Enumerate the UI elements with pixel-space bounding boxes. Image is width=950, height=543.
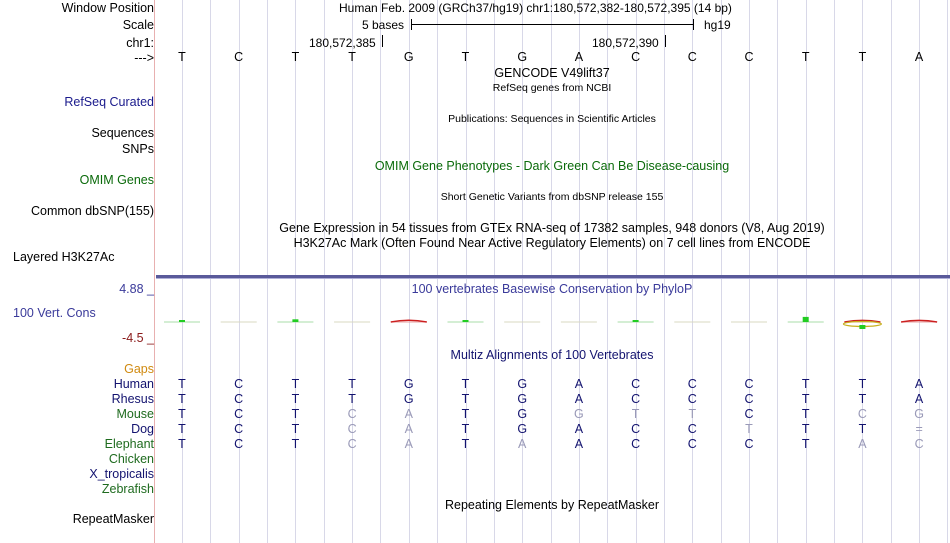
guide-line [352, 0, 353, 543]
coord-right-tick [665, 35, 666, 47]
reference-base: C [234, 50, 244, 64]
alignment-base: = [915, 422, 923, 436]
reference-base: A [914, 50, 924, 64]
alignment-base: A [574, 437, 584, 451]
alignment-base: T [801, 437, 810, 451]
species-label-chicken[interactable]: Chicken [108, 452, 154, 466]
alignment-base: C [687, 377, 697, 391]
alignment-base: C [744, 407, 754, 421]
phylop-score-mark [859, 325, 865, 329]
guide-line [664, 0, 665, 543]
species-label-x_tropicalis[interactable]: X_tropicalis [89, 467, 154, 481]
coord-right: 180,572,390 [592, 36, 659, 50]
alignment-base: C [687, 422, 697, 436]
alignment-base: T [348, 377, 356, 391]
alignment-base: G [403, 377, 414, 391]
alignment-base: T [858, 422, 867, 436]
reference-base: T [461, 50, 470, 64]
sequences-label[interactable]: Sequences [91, 126, 154, 140]
reference-base: T [858, 50, 867, 64]
guide-line [409, 0, 410, 543]
alignment-base: T [291, 392, 300, 406]
alignment-base: T [178, 392, 186, 406]
alignment-base: C [631, 422, 641, 436]
alignment-base: C [234, 422, 244, 436]
alignment-base: G [574, 407, 584, 421]
dbsnp-track-title[interactable]: Short Genetic Variants from dbSNP release 155 [440, 191, 664, 203]
alignment-base: G [517, 392, 528, 406]
guide-line [182, 0, 183, 543]
alignment-base: G [403, 392, 414, 406]
alignment-base: T [801, 392, 810, 406]
alignment-base: T [461, 437, 470, 451]
snps-label[interactable]: SNPs [122, 142, 154, 156]
alignment-base: T [178, 407, 186, 421]
alignment-base: C [631, 377, 641, 391]
reference-base: T [291, 50, 300, 64]
alignment-base: A [404, 437, 413, 451]
guide-line [636, 0, 637, 543]
refseq-genes-title[interactable]: RefSeq genes from NCBI [492, 82, 612, 94]
alignment-base: C [347, 437, 357, 451]
multiz-track-title[interactable]: Multiz Alignments of 100 Vertebrates [450, 348, 654, 362]
alignment-base: A [574, 422, 584, 436]
species-label-dog[interactable]: Dog [131, 422, 154, 436]
reference-base: C [631, 50, 641, 64]
alignment-base: T [291, 407, 300, 421]
alignment-base: C [234, 377, 244, 391]
alignment-base: G [517, 377, 528, 391]
alignment-base: C [234, 392, 244, 406]
guide-line [721, 0, 722, 543]
publications-track-title[interactable]: Publications: Sequences in Scientific Articles [448, 113, 656, 125]
alignment-base: A [858, 437, 867, 451]
guide-line [239, 0, 240, 543]
alignment-base: C [744, 377, 754, 391]
coord-left: 180,572,385 [309, 36, 376, 50]
alignment-base: T [461, 407, 470, 421]
phylop-score-mark [448, 320, 484, 322]
alignment-base: A [404, 407, 413, 421]
alignment-base: G [517, 407, 528, 421]
guide-line [891, 0, 892, 543]
gtex-track-title[interactable]: Gene Expression in 54 tissues from GTEx RNA-seq of 17382 samples, 948 donors (V8, Aug 2019) [279, 221, 825, 235]
scale-assembly: hg19 [704, 18, 731, 32]
guide-line [692, 0, 693, 543]
alignment-base: T [801, 377, 810, 391]
guide-line [267, 0, 268, 543]
alignment-base: A [914, 392, 924, 406]
guide-line [806, 0, 807, 543]
alignment-base: C [857, 407, 867, 421]
guide-line [777, 0, 778, 543]
phylop-min-label: -4.5 _ [122, 331, 154, 345]
alignment-base: C [234, 437, 244, 451]
reference-base: T [348, 50, 356, 64]
refseq-curated-label[interactable]: RefSeq Curated [64, 95, 154, 109]
alignment-base: C [744, 437, 754, 451]
label-separator-line [154, 0, 155, 543]
alignment-base: T [858, 377, 867, 391]
repeatmasker-label[interactable]: RepeatMasker [72, 512, 154, 526]
alignment-base: C [687, 437, 697, 451]
reference-base: G [403, 50, 414, 64]
guide-line [380, 0, 381, 543]
guide-line [210, 0, 211, 543]
alignment-base: C [631, 392, 641, 406]
species-label-elephant[interactable]: Elephant [104, 437, 154, 451]
alignment-base: T [858, 392, 867, 406]
species-label-human[interactable]: Human [113, 377, 154, 391]
guide-line [324, 0, 325, 543]
alignment-base: T [291, 422, 300, 436]
alignment-base: C [631, 437, 641, 451]
guide-line [834, 0, 835, 543]
species-label-rhesus[interactable]: Rhesus [111, 392, 154, 406]
guide-line [862, 0, 863, 543]
phylop-max-label: 4.88 _ [119, 282, 154, 296]
phylop-score-mark [788, 317, 824, 322]
alignment-base: T [461, 422, 470, 436]
vert-cons-label[interactable]: 100 Vert. Cons [13, 306, 96, 320]
alignment-base: T [461, 392, 470, 406]
reference-base: A [574, 50, 584, 64]
gaps-label[interactable]: Gaps [124, 362, 154, 376]
guide-line [466, 0, 467, 543]
guide-line [749, 0, 750, 543]
alignment-base: G [517, 422, 528, 436]
alignment-base: T [801, 422, 810, 436]
alignment-base: T [178, 437, 186, 451]
strand-label: ---> [134, 51, 154, 65]
alignment-base: A [574, 392, 584, 406]
guide-line [437, 0, 438, 543]
species-label-mouse[interactable]: Mouse [116, 407, 154, 421]
alignment-base: T [178, 422, 186, 436]
alignment-base: T [461, 377, 470, 391]
omim-phenotypes-title[interactable]: OMIM Gene Phenotypes - Dark Green Can Be Disease-causing [374, 159, 730, 173]
alignment-base: T [291, 437, 300, 451]
reference-base: T [801, 50, 810, 64]
gencode-track-title[interactable]: GENCODE V49lift37 [494, 66, 610, 80]
alignment-base: C [914, 437, 924, 451]
alignment-base: C [347, 422, 357, 436]
phylop-score-mark [277, 319, 313, 322]
alignment-base: A [914, 377, 924, 391]
repeatmasker-track-title[interactable]: Repeating Elements by RepeatMasker [444, 498, 660, 512]
phylop-score-mark [164, 320, 200, 322]
alignment-base: T [745, 422, 753, 436]
alignment-base: T [688, 407, 697, 421]
alignment-base: T [631, 407, 640, 421]
guide-line [919, 0, 920, 543]
alignment-base: G [914, 407, 924, 421]
phylop-score-mark [901, 320, 937, 322]
alignment-base: A [574, 377, 584, 391]
chrom-label: chr1: [126, 36, 154, 50]
track-group-separator-shadow [156, 278, 950, 279]
alignment-base: T [801, 407, 810, 421]
scale-bar [411, 19, 694, 30]
reference-base: G [517, 50, 528, 64]
coord-left-tick [382, 35, 383, 47]
species-label-zebrafish[interactable]: Zebrafish [101, 482, 154, 496]
alignment-base: C [347, 407, 357, 421]
alignment-base: C [234, 407, 244, 421]
alignment-base: T [348, 392, 356, 406]
layered-h3k27ac-label[interactable]: Layered H3K27Ac [13, 250, 115, 264]
phylop-plot[interactable] [156, 296, 950, 340]
reference-base: C [687, 50, 697, 64]
alignment-base: T [291, 377, 300, 391]
common-dbsnp-label[interactable]: Common dbSNP(155) [31, 204, 154, 218]
omim-genes-label[interactable]: OMIM Genes [79, 173, 154, 187]
phylop-track-title[interactable]: 100 vertebrates Basewise Conservation by PhyloP [411, 282, 693, 296]
reference-base: C [744, 50, 754, 64]
alignment-base: C [744, 392, 754, 406]
scale-text: 5 bases [362, 18, 405, 32]
phylop-score-mark [391, 320, 427, 322]
phylop-score-mark [618, 320, 654, 322]
window-position-label: Window Position [61, 1, 154, 15]
alignment-base: A [518, 437, 527, 451]
reference-base: T [178, 50, 186, 64]
scale-label: Scale [122, 18, 154, 32]
guide-line [947, 0, 948, 543]
h3k27ac-track-title[interactable]: H3K27Ac Mark (Often Found Near Active Regulatory Elements) on 7 cell lines from ENCODE [293, 236, 811, 250]
window-position-text: Human Feb. 2009 (GRCh37/hg19) chr1:180,572,382-180,572,395 (14 bp) [339, 1, 732, 15]
alignment-base: C [687, 392, 697, 406]
alignment-base: T [178, 377, 186, 391]
guide-line [295, 0, 296, 543]
alignment-base: A [404, 422, 413, 436]
